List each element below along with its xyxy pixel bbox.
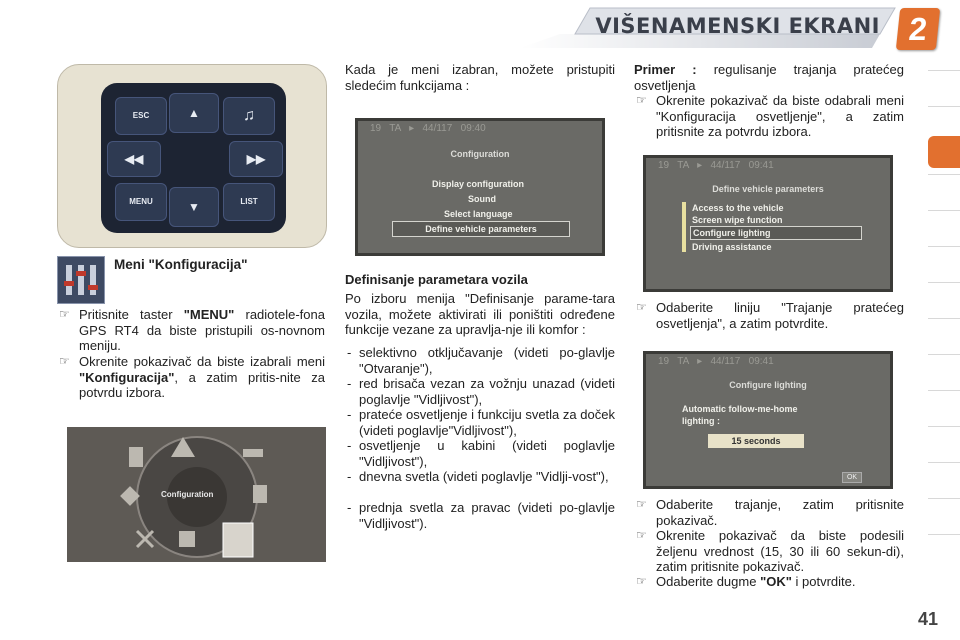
list-button: LIST <box>223 183 275 221</box>
instruction-item <box>57 354 325 401</box>
configuration-label: "Konfiguracija" <box>79 369 175 385</box>
instruction-text: radiotele-fona GPS RT4 da biste pristupili os-novnom meniju. <box>79 307 325 353</box>
button-panel <box>101 83 286 233</box>
music-note-icon: ♫ <box>223 97 275 135</box>
screen-title: Configure lighting <box>729 380 807 390</box>
screen-menu-item: Driving assistance <box>692 242 772 252</box>
screen-title: Define vehicle parameters <box>712 184 824 194</box>
chapter-tab[interactable] <box>928 534 960 567</box>
up-arrow-icon: ▲ <box>169 93 219 133</box>
esc-button: ESC <box>115 97 167 135</box>
instruction-text: Odaberite dugme <box>656 574 757 589</box>
previous-icon: ◀◀ <box>107 141 161 177</box>
screen-menu-item: Display configuration <box>432 179 525 189</box>
example-label: Primer : <box>634 62 697 77</box>
chapter-tab[interactable] <box>928 462 960 495</box>
chapter-tab[interactable] <box>928 426 960 459</box>
wheel-center-label: Configuration <box>161 490 214 499</box>
next-icon: ▶▶ <box>229 141 283 177</box>
section-heading: Definisanje parametara vozila <box>345 272 528 287</box>
function-list-item: - prednja svetla za pravac (videti po-glavlje "Vidljivost"). <box>345 500 615 531</box>
chapter-tab[interactable] <box>928 246 960 279</box>
duration-value: 15 seconds <box>708 434 804 448</box>
chapter-tab[interactable] <box>928 106 960 139</box>
menu-key-label: "MENU" <box>183 307 235 322</box>
screen-status-bar <box>646 158 890 172</box>
function-list-item: - dnevna svetla (videti poglavlje "Vidlji-vost"), <box>345 469 615 485</box>
screen-menu-item: Access to the vehicle <box>692 203 784 213</box>
instruction-item: ☞ Odaberite liniju "Trajanje pratećeg osvetljenja", a zatim potvrdite. <box>634 300 904 331</box>
ok-label: "OK" <box>760 574 792 589</box>
screen-status-bar <box>646 354 890 368</box>
down-arrow-icon: ▼ <box>169 187 219 227</box>
intro-text: Kada je meni izabran, možete pristupiti sledećim funkcijama : <box>345 62 615 93</box>
instruction-item <box>57 307 325 354</box>
chapter-tab-active[interactable] <box>928 136 960 168</box>
function-list-item: - red brisača vezan za vožnju unazad (videti poglavlje "Vidljivost"), <box>345 376 615 407</box>
setting-label: Automatic follow-me-home <box>682 404 798 414</box>
vehicle-parameters-screen <box>643 155 893 292</box>
menu-heading: Meni "Konfiguracija" <box>114 257 248 272</box>
function-list-item: - prateće osvetljenje i funkciju svetla za doček (videti poglavlje"Vidljivost"), <box>345 407 615 438</box>
instruction-item: ☞ Okrenite pokazivač da biste podesili željenu vrednost (15, 30 ili 60 sekun-di), zatim pritisnite pokazivač. <box>634 528 904 575</box>
status-text: 19 TA ▸ 44/117 09:41 <box>658 160 774 171</box>
example-text <box>634 62 904 93</box>
radio-console-image <box>57 64 327 248</box>
instruction-text: Okrenite pokazivač da biste izabrali meni <box>79 354 325 369</box>
scroll-indicator <box>682 202 686 252</box>
instruction-text: i potvrdite. <box>795 574 856 589</box>
instruction-item <box>634 574 904 590</box>
chapter-tab[interactable] <box>928 210 960 243</box>
instruction-item: ☞ Odaberite trajanje, zatim pritisnite pokazivač. <box>634 497 904 528</box>
status-text: 19 TA ▸ 44/117 09:40 <box>370 123 486 134</box>
screen-menu-item: Screen wipe function <box>692 215 783 225</box>
page-title: VIŠENAMENSKI EKRANI <box>595 14 880 38</box>
section-paragraph: Po izboru menija "Definisanje parame-tara vozila, možete aktivirati ili poništiti određene funkcije vezane za upravlja-nje ili komfor : <box>345 291 615 337</box>
example-description: regulisanje trajanja pratećeg osvetljenja <box>634 62 904 93</box>
instruction-text: , a zatim pritis-nite za potvrdu izbora. <box>79 369 325 400</box>
screen-menu-item: Sound <box>468 194 496 204</box>
chapter-tab[interactable] <box>928 282 960 315</box>
chapter-tab[interactable] <box>928 174 960 207</box>
configuration-menu-icon <box>57 256 105 304</box>
chapter-tabs <box>928 70 960 570</box>
chapter-number-badge: 2 <box>896 8 940 50</box>
instruction-item: ☞ Okrenite pokazivač da biste odabrali meni "Konfiguracija osvetljenje", a zatim pritisnite za potvrdu izbora. <box>634 93 904 140</box>
screen-title: Configuration <box>450 149 510 159</box>
instruction-text: Pritisnite taster <box>79 307 173 322</box>
page-number: 41 <box>917 609 938 629</box>
screen-status-bar <box>358 121 602 135</box>
ok-button: OK <box>842 472 862 483</box>
setting-label: lighting : <box>682 416 720 426</box>
sliders-icon <box>58 257 104 303</box>
screen-menu-item-selected: Define vehicle parameters <box>392 221 570 237</box>
chapter-tab[interactable] <box>928 390 960 423</box>
chapter-tab[interactable] <box>928 354 960 387</box>
menu-button: MENU <box>115 183 167 221</box>
function-list-item: - osvetljenje u kabini (videti poglavlje "Vidljivost"), <box>345 438 615 469</box>
chapter-tab[interactable] <box>928 70 960 103</box>
configuration-screen <box>355 118 605 256</box>
chapter-tab[interactable] <box>928 318 960 351</box>
screen-menu-item: Select language <box>444 209 513 219</box>
status-text: 19 TA ▸ 44/117 09:41 <box>658 356 774 367</box>
configuration-wheel-photo <box>67 427 326 562</box>
function-list-item: - selektivno otključavanje (videti po-glavlje "Otvaranje"), <box>345 345 615 376</box>
page-header <box>0 0 960 56</box>
chapter-tab[interactable] <box>928 498 960 531</box>
screen-menu-item-selected: Configure lighting <box>690 226 862 240</box>
configure-lighting-screen <box>643 351 893 489</box>
